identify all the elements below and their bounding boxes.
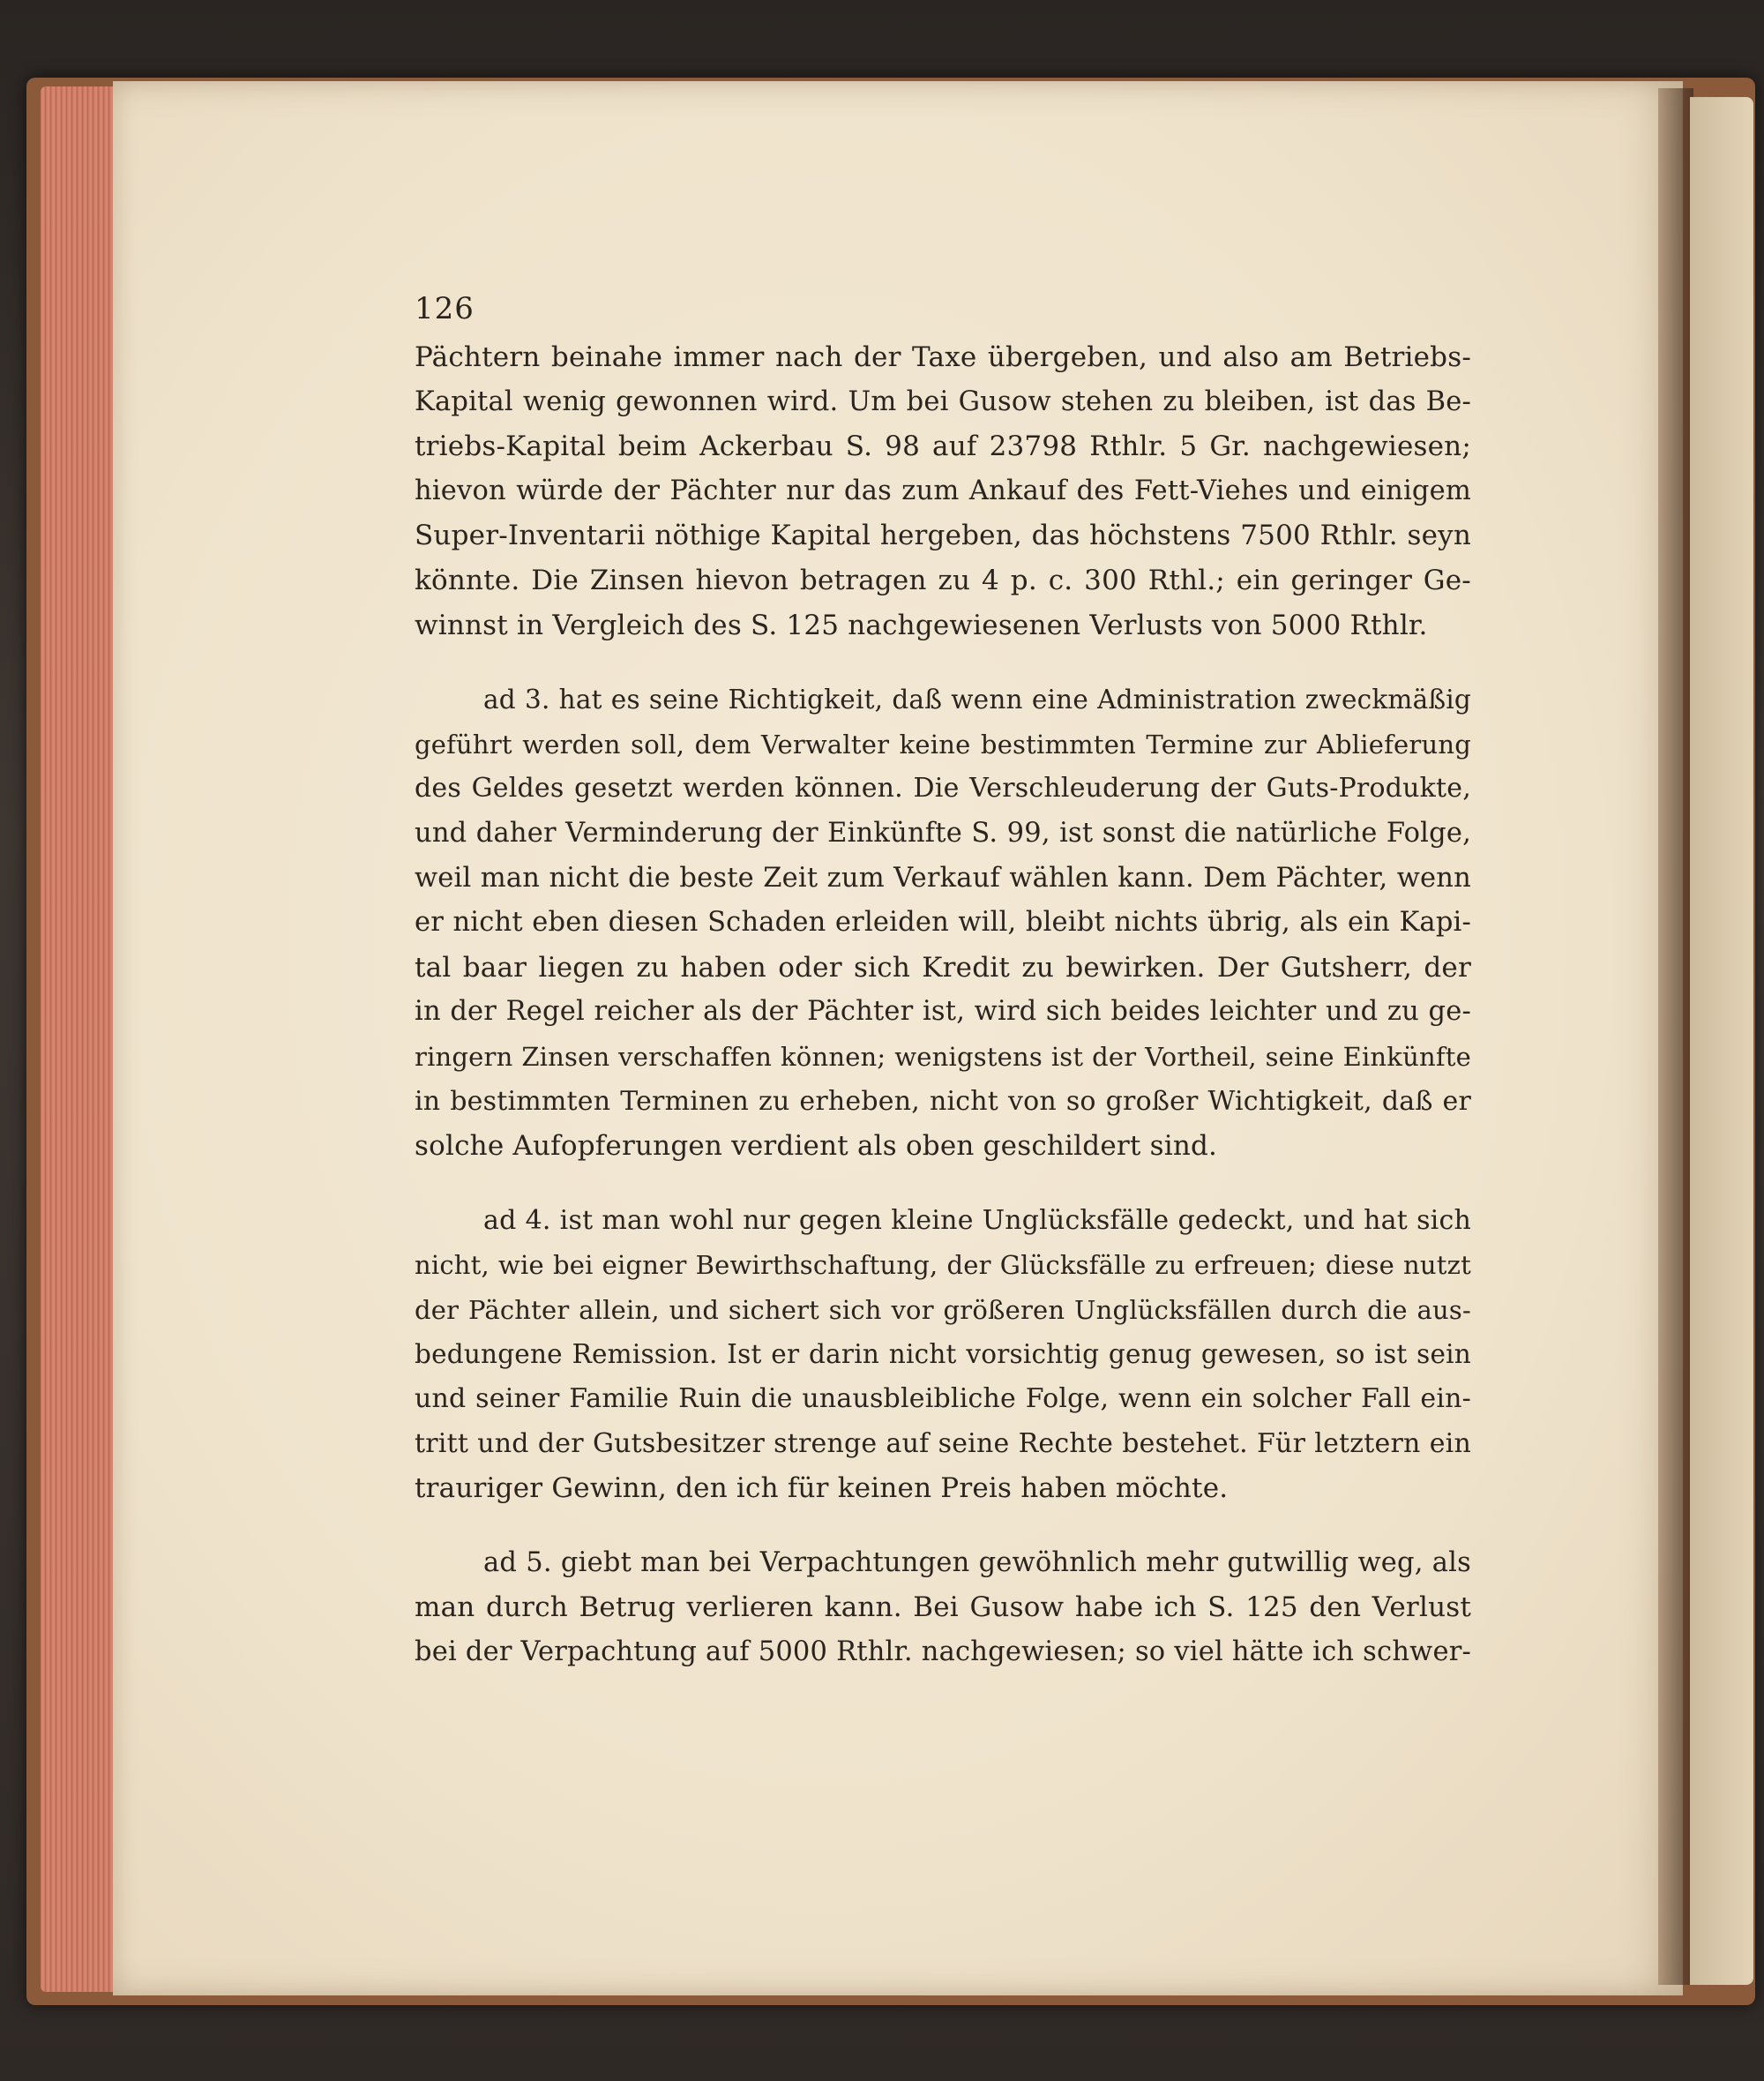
text-line: ad 5. giebt man bei Verpachtungen gewöhnlich mehr gutwillig weg, als	[483, 1546, 1471, 1578]
text-line: in bestimmten Terminen zu erheben, nicht von so großer Wichtigkeit, daß er	[415, 1085, 1471, 1117]
page-number: 126	[415, 291, 475, 326]
paragraph-3	[415, 1199, 1471, 1511]
text-line: bei der Verpachtung auf 5000 Rthlr. nachgewiesen; so viel hätte ich schwer-	[415, 1636, 1471, 1668]
text-line: ad 3. hat es seine Richtigkeit, daß wenn eine Administration zweckmäßig	[483, 685, 1471, 715]
text-line: er nicht eben diesen Schaden erleiden will, bleibt nichts übrig, als ein Kapi-	[415, 907, 1471, 939]
text-line: geführt werden soll, dem Verwalter keine bestimmten Termine zur Ablieferung	[415, 729, 1471, 760]
text-line: trauriger Gewinn, den ich für keinen Preis haben möchte.	[415, 1472, 1229, 1505]
text-line: und daher Verminderung der Einkünfte S. 99, ist sonst die natürliche Folge,	[415, 817, 1471, 849]
page-gutter	[1658, 88, 1693, 1985]
text-line: nicht, wie bei eigner Bewirthschaftung, der Glücksfälle zu erfreuen; diese nutzt	[415, 1250, 1471, 1281]
text-line: tal baar liegen zu haben oder sich Kredit zu bewirken. Der Gutsherr, der	[415, 951, 1471, 984]
text-line: hievon würde der Pächter nur das zum Ankauf des Fett-Viehes und einigem	[415, 475, 1471, 506]
text-line: solche Aufopferungen verdient als oben geschildert sind.	[415, 1130, 1218, 1163]
text-line: könnte. Die Zinsen hievon betragen zu 4 p. c. 300 Rthl.; ein geringer Ge-	[415, 564, 1471, 596]
text-line: Kapital wenig gewonnen wird. Um bei Gusow stehen zu bleiben, ist das Be-	[415, 386, 1471, 417]
text-line: weil man nicht die beste Zeit zum Verkauf wählen kann. Dem Pächter, wenn	[415, 862, 1471, 894]
facing-page-edge	[1690, 97, 1753, 1985]
paragraph-1	[415, 335, 1471, 648]
paragraph-2	[415, 677, 1471, 1169]
text-line: man durch Betrug verlieren kann. Bei Gusow habe ich S. 125 den Verlust	[415, 1591, 1471, 1624]
text-line: der Pächter allein, und sichert sich vor größeren Unglücksfällen durch die aus-	[415, 1294, 1471, 1325]
text-line: ringern Zinsen verschaffen können; wenigstens ist der Vortheil, seine Einkünfte	[415, 1041, 1471, 1072]
text-line: winnst in Vergleich des S. 125 nachgewiesenen Verlusts von 5000 Rthlr.	[415, 609, 1428, 641]
text-line: und seiner Familie Ruin die unausbleibliche Folge, wenn ein solcher Fall ein-	[415, 1383, 1471, 1415]
text-line: in der Regel reicher als der Pächter ist, wird sich beides leichter und zu ge-	[415, 996, 1471, 1028]
text-line: triebs-Kapital beim Ackerbau S. 98 auf 23798 Rthlr. 5 Gr. nachgewiesen;	[415, 430, 1471, 463]
text-line: ad 4. ist man wohl nur gegen kleine Unglücksfälle gedeckt, und hat sich	[483, 1204, 1471, 1236]
text-line: Super-Inventarii nöthige Kapital hergeben, das höchstens 7500 Rthlr. seyn	[415, 520, 1471, 552]
page-edges	[41, 86, 120, 1992]
paragraph-4	[415, 1541, 1471, 1675]
page-text	[415, 291, 1471, 1705]
text-line: tritt und der Gutsbesitzer strenge auf seine Rechte bestehet. Für letztern ein	[415, 1427, 1471, 1459]
text-line: Pächtern beinahe immer nach der Taxe übergeben, und also am Betriebs-	[415, 341, 1471, 373]
text-line: bedungene Remission. Ist er darin nicht vorsichtig genug gewesen, so ist sein	[415, 1339, 1471, 1370]
text-line: des Geldes gesetzt werden können. Die Verschleuderung der Guts-Produkte,	[415, 773, 1471, 805]
